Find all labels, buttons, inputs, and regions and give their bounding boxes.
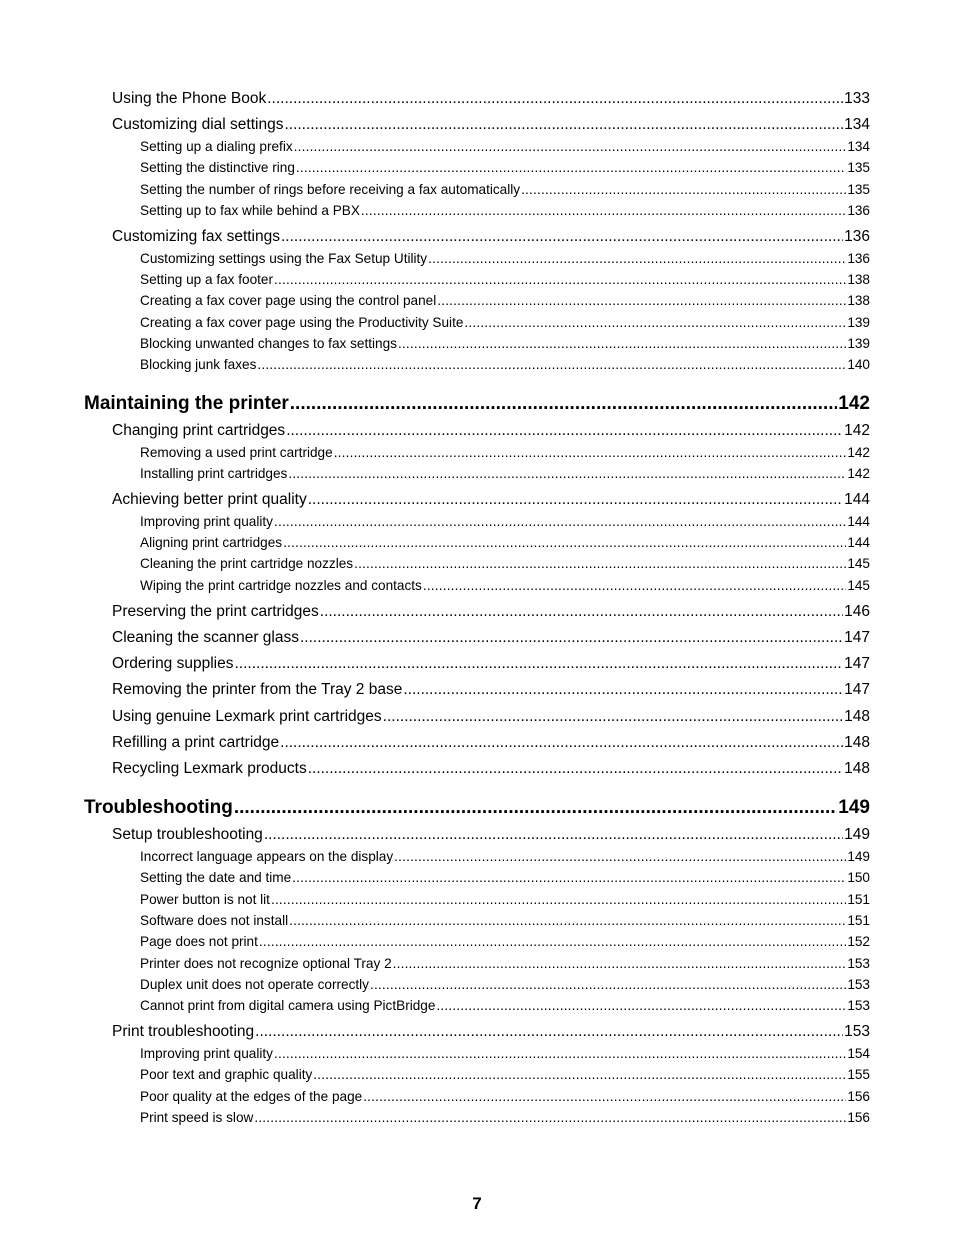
- toc-page-number: 146: [844, 603, 870, 620]
- toc-subsection[interactable]: [0, 160, 870, 175]
- toc-dot-leader: [286, 422, 843, 440]
- toc-section[interactable]: [0, 708, 870, 726]
- toc-dot-leader: [370, 977, 846, 992]
- toc-title: Print troubleshooting: [112, 1023, 255, 1040]
- toc-subsection[interactable]: [0, 535, 870, 550]
- toc-page-number: 151: [847, 892, 870, 907]
- toc-dot-leader: [300, 629, 843, 647]
- toc-subsection[interactable]: [0, 556, 870, 571]
- toc-section[interactable]: [0, 760, 870, 778]
- toc-page-number: 139: [847, 336, 870, 351]
- toc-dot-leader: [521, 182, 846, 197]
- toc-dot-leader: [334, 445, 847, 460]
- toc-section[interactable]: [0, 90, 870, 108]
- toc-dot-leader: [257, 357, 846, 372]
- toc-title: Software does not install: [140, 913, 289, 928]
- page-number: 7: [472, 1194, 482, 1213]
- toc-subsection[interactable]: [0, 849, 870, 864]
- toc-title: Page does not print: [140, 934, 258, 949]
- toc-title: Improving print quality: [140, 1046, 273, 1061]
- toc-title: Cleaning the scanner glass: [112, 629, 299, 646]
- toc-subsection[interactable]: [0, 913, 870, 928]
- toc-title: Recycling Lexmark products: [112, 760, 307, 777]
- toc-subsection[interactable]: [0, 315, 870, 330]
- toc-section[interactable]: [0, 491, 870, 509]
- toc-dot-leader: [308, 760, 843, 778]
- toc-subsection[interactable]: [0, 934, 870, 949]
- toc-section[interactable]: [0, 422, 870, 440]
- toc-subsection[interactable]: [0, 998, 870, 1013]
- toc-title: Power button is not lit: [140, 892, 270, 907]
- toc-title: Using the Phone Book: [112, 90, 267, 107]
- toc-page-number: 142: [847, 466, 870, 481]
- toc-title: Customizing settings using the Fax Setup Utility: [140, 251, 428, 266]
- toc-title: Refilling a print cartridge: [112, 734, 280, 751]
- toc-page-number: 153: [847, 956, 870, 971]
- toc-dot-leader: [255, 1023, 843, 1041]
- toc-subsection[interactable]: [0, 445, 870, 460]
- toc-dot-leader: [288, 466, 846, 481]
- toc-page-number: 144: [847, 514, 870, 529]
- toc-subsection[interactable]: [0, 182, 870, 197]
- toc-dot-leader: [274, 514, 846, 529]
- toc-dot-leader: [361, 203, 846, 218]
- toc-page-number: 156: [847, 1110, 870, 1125]
- toc-page-number: 147: [844, 681, 870, 698]
- toc-page-number: 134: [847, 139, 870, 154]
- toc-subsection[interactable]: [0, 1089, 870, 1104]
- toc-title: Aligning print cartridges: [140, 535, 283, 550]
- toc-subsection[interactable]: [0, 977, 870, 992]
- toc-page-number: 142: [838, 393, 870, 414]
- toc-page-number: 153: [847, 998, 870, 1013]
- toc-page-number: 148: [844, 734, 870, 751]
- toc-subsection[interactable]: [0, 272, 870, 287]
- toc-page-number: 142: [847, 445, 870, 460]
- toc-dot-leader: [280, 734, 843, 752]
- toc-title: Setting up a dialing prefix: [140, 139, 293, 154]
- toc-title: Blocking junk faxes: [140, 357, 257, 372]
- toc-page-number: 153: [844, 1023, 870, 1040]
- toc-page-number: 136: [847, 251, 870, 266]
- toc-title: Blocking unwanted changes to fax settings: [140, 336, 397, 351]
- toc-page-number: 150: [847, 870, 870, 885]
- toc-title: Achieving better print quality: [112, 491, 307, 508]
- toc-subsection[interactable]: [0, 466, 870, 481]
- toc-dot-leader: [464, 315, 846, 330]
- toc-title: Print speed is slow: [140, 1110, 254, 1125]
- toc-section[interactable]: [0, 1023, 870, 1041]
- toc-subsection[interactable]: [0, 357, 870, 372]
- toc-subsection[interactable]: [0, 1110, 870, 1125]
- toc-dot-leader: [259, 934, 846, 949]
- toc-page-number: 149: [847, 849, 870, 864]
- toc-page-number: 133: [844, 90, 870, 107]
- toc-page-number: 156: [847, 1089, 870, 1104]
- toc-dot-leader: [283, 535, 846, 550]
- toc-dot-leader: [363, 1089, 846, 1104]
- toc-title: Customizing dial settings: [112, 116, 284, 133]
- toc-page-number: 144: [847, 535, 870, 550]
- toc-subsection[interactable]: [0, 578, 870, 593]
- toc-title: Cleaning the print cartridge nozzles: [140, 556, 354, 571]
- toc-dot-leader: [393, 956, 847, 971]
- toc-title: Improving print quality: [140, 514, 273, 529]
- toc-section[interactable]: [0, 734, 870, 752]
- toc-subsection[interactable]: [0, 293, 870, 308]
- toc-title: Using genuine Lexmark print cartridges: [112, 708, 382, 725]
- toc-page-number: 144: [844, 491, 870, 508]
- toc-page-number: 135: [847, 182, 870, 197]
- toc-title: Incorrect language appears on the display: [140, 849, 394, 864]
- toc-page-number: 136: [847, 203, 870, 218]
- toc-page-number: 155: [847, 1067, 870, 1082]
- toc-title: Printer does not recognize optional Tray 2: [140, 956, 392, 971]
- toc-section[interactable]: [0, 681, 870, 699]
- toc-page-number: 149: [838, 797, 870, 818]
- toc-page-number: 154: [847, 1046, 870, 1061]
- toc-dot-leader: [274, 1046, 846, 1061]
- toc-page-number: 145: [847, 556, 870, 571]
- toc-page-number: 138: [847, 293, 870, 308]
- toc-dot-leader: [320, 603, 843, 621]
- toc-dot-leader: [308, 491, 843, 509]
- toc-title: Setting the distinctive ring: [140, 160, 295, 175]
- toc-dot-leader: [290, 393, 838, 415]
- toc-subsection[interactable]: [0, 139, 870, 154]
- toc-title: Installing print cartridges: [140, 466, 288, 481]
- toc-dot-leader: [289, 913, 846, 928]
- toc-dot-leader: [354, 556, 846, 571]
- toc-dot-leader: [403, 681, 843, 699]
- toc-title: Removing the printer from the Tray 2 base: [112, 681, 403, 698]
- toc-subsection[interactable]: [0, 1046, 870, 1061]
- toc-title: Customizing fax settings: [112, 228, 280, 245]
- toc-title: Setting the date and time: [140, 870, 292, 885]
- toc-page-number: 149: [844, 826, 870, 843]
- toc-title: Poor quality at the edges of the page: [140, 1089, 363, 1104]
- toc-page-number: 135: [847, 160, 870, 175]
- toc-dot-leader: [428, 251, 846, 266]
- toc-dot-leader: [234, 797, 837, 819]
- toc-page-number: 148: [844, 760, 870, 777]
- toc-page-number: 151: [847, 913, 870, 928]
- toc-dot-leader: [281, 228, 843, 246]
- toc-title: Setup troubleshooting: [112, 826, 263, 843]
- toc-subsection[interactable]: [0, 956, 870, 971]
- toc-page-number: 147: [844, 629, 870, 646]
- toc-title: Wiping the print cartridge nozzles and contacts: [140, 578, 422, 593]
- toc-page-number: 138: [847, 272, 870, 287]
- toc-subsection[interactable]: [0, 336, 870, 351]
- toc-dot-leader: [264, 826, 843, 844]
- toc-title: Creating a fax cover page using the control panel: [140, 293, 437, 308]
- toc-title: Duplex unit does not operate correctly: [140, 977, 369, 992]
- toc-dot-leader: [313, 1067, 846, 1082]
- toc-page-number: 153: [847, 977, 870, 992]
- toc-dot-leader: [254, 1110, 846, 1125]
- toc-dot-leader: [398, 336, 846, 351]
- toc-chapter[interactable]: [0, 393, 870, 415]
- toc-page-number: 147: [844, 655, 870, 672]
- toc-dot-leader: [383, 708, 843, 726]
- toc-page-number: 145: [847, 578, 870, 593]
- toc-dot-leader: [284, 116, 843, 134]
- toc-subsection[interactable]: [0, 514, 870, 529]
- toc-subsection[interactable]: [0, 870, 870, 885]
- toc-dot-leader: [423, 578, 846, 593]
- toc-title: Removing a used print cartridge: [140, 445, 333, 460]
- toc-title: Setting up to fax while behind a PBX: [140, 203, 360, 218]
- toc-title: Poor text and graphic quality: [140, 1067, 313, 1082]
- toc-page-number: 152: [847, 934, 870, 949]
- toc-dot-leader: [292, 870, 846, 885]
- toc-title: Ordering supplies: [112, 655, 234, 672]
- toc-dot-leader: [267, 90, 843, 108]
- toc-dot-leader: [294, 139, 847, 154]
- toc-title: Creating a fax cover page using the Productivity Suite: [140, 315, 464, 330]
- toc-title: Troubleshooting: [84, 797, 233, 818]
- toc-section[interactable]: [0, 655, 870, 673]
- toc-page-number: 139: [847, 315, 870, 330]
- toc-chapter[interactable]: [0, 797, 870, 819]
- toc-subsection[interactable]: [0, 892, 870, 907]
- toc-dot-leader: [394, 849, 846, 864]
- toc-title: Preserving the print cartridges: [112, 603, 319, 620]
- toc-dot-leader: [437, 293, 846, 308]
- toc-subsection[interactable]: [0, 1067, 870, 1082]
- toc-subsection[interactable]: [0, 251, 870, 266]
- toc-section[interactable]: [0, 116, 870, 134]
- toc-dot-leader: [271, 892, 846, 907]
- toc-title: Setting the number of rings before receiving a fax automatically: [140, 182, 521, 197]
- toc-subsection[interactable]: [0, 203, 870, 218]
- toc-title: Maintaining the printer: [84, 393, 289, 414]
- toc-page-number: 142: [844, 422, 870, 439]
- toc-dot-leader: [234, 655, 843, 673]
- toc-page-number: 134: [844, 116, 870, 133]
- toc-dot-leader: [436, 998, 846, 1013]
- toc-dot-leader: [296, 160, 846, 175]
- toc-section[interactable]: [0, 826, 870, 844]
- toc-page-number: 136: [844, 228, 870, 245]
- toc-title: Setting up a fax footer: [140, 272, 274, 287]
- toc-title: Cannot print from digital camera using PictBridge: [140, 998, 436, 1013]
- toc-page-number: 140: [847, 357, 870, 372]
- toc-section[interactable]: [0, 629, 870, 647]
- toc-page-number: 148: [844, 708, 870, 725]
- toc-dot-leader: [274, 272, 846, 287]
- toc-section[interactable]: [0, 603, 870, 621]
- toc-title: Changing print cartridges: [112, 422, 286, 439]
- toc-section[interactable]: [0, 228, 870, 246]
